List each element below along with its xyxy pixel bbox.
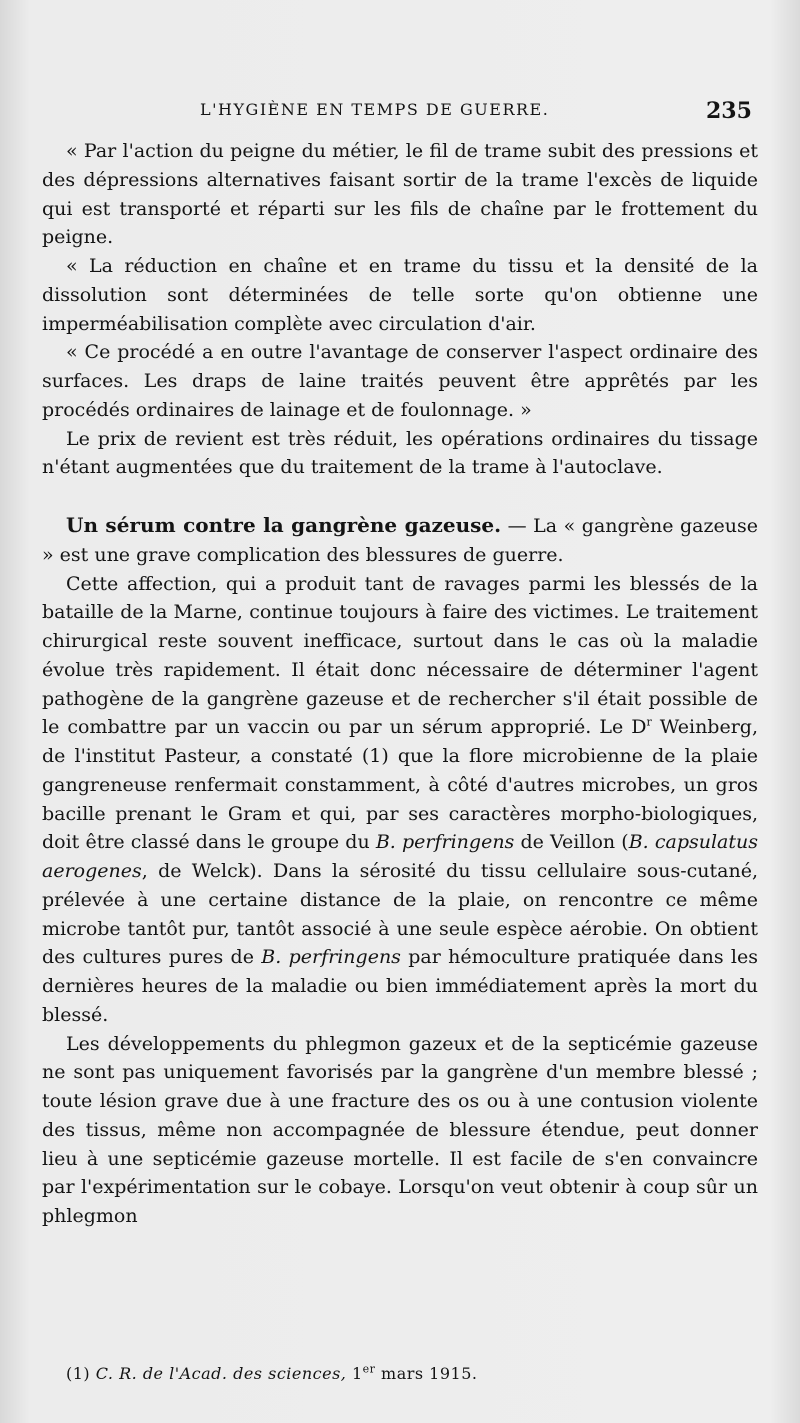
page-number: 235 (706, 98, 752, 124)
text-run: Cette affection, qui a produit tant de ravages parmi les blessés de la bataille de la Marne, continue toujours à faire des victimes. Le traitement chirurgical reste souvent inefficace, surtout dans le cas où la maladie évolue très rapidement. Il était donc nécessaire de déterminer l'agent pathogène de la gangrène gazeuse et de rechercher s'il était possible de le combattre par un vaccin ou par un sérum approprié. Le D (42, 572, 758, 739)
text-run: de Veillon ( (514, 831, 629, 854)
species-name: B. perfringens (261, 946, 401, 969)
text-run: par hémoculture pratiquée dans les dernières heures de la maladie ou bien immédiatement après la mort du blessé. (42, 946, 758, 1026)
paragraph: « Ce procédé a en outre l'avantage de conserver l'aspect ordinaire des surfaces. Les draps de laine traités peuvent être apprêtés par les procédés ordinaires de lainage et de foulonnage. » (42, 341, 758, 421)
footnote-marker: (1) (66, 1364, 96, 1383)
paragraph: Les développements du phlegmon gazeux et de la septicémie gazeuse ne sont pas uniquement favorisés par la gangrène d'un membre blessé ; toute lésion grave due à une fracture des os ou à une contusion violente des tissus, même non accompagnée de blessure étendue, peut donner lieu à une septicémie gazeuse mortelle. Il est facile de s'en convaincre par l'expérimentation sur le cobaye. Lorsqu'on veut obtenir à coup sûr un phlegmon (42, 1032, 758, 1227)
species-name: B. capsulatus aerogenes (42, 831, 758, 882)
paragraph: Le prix de revient est très réduit, les opérations ordinaires du tissage n'étant augmentées que du traitement de la trame à l'autoclave. (42, 427, 758, 479)
section-title: Un sérum contre la gangrène gazeuse. (66, 513, 502, 537)
footnote-source: C. R. de l'Acad. des sciences, (95, 1364, 347, 1383)
text-run: , de Welck). Dans la sérosité du tissu cellulaire sous-cutané, prélevée à une certaine distance de la plaie, on rencontre ce même microbe tantôt pur, tantôt associé à une seule espèce aérobie. On obtient des cultures pures de (42, 860, 758, 969)
footnote (66, 1364, 477, 1383)
paragraph: « Par l'action du peigne du métier, le fil de trame subit des pressions et des dépressions alternatives faisant sortir de la trame l'excès de liquide qui est transporté et réparti sur les fils de chaîne par le frottement du peigne. (42, 140, 758, 249)
section-intro-text: — La « gangrène gazeuse » est une grave complication des blessures de guerre. (42, 515, 758, 566)
paragraph (42, 570, 758, 1030)
superscript: er (362, 1362, 376, 1376)
footnote-date: mars 1915. (375, 1364, 478, 1383)
footnote-date: 1 (346, 1364, 363, 1383)
superscript: r (646, 715, 652, 729)
running-title: L'HYGIÈNE EN TEMPS DE GUERRE. (200, 100, 550, 119)
species-name: B. perfringens (375, 831, 515, 854)
text-run: Weinberg, de l'institut Pasteur, a constaté (1) que la flore microbienne de la plaie gangreneuse renfermait constamment, à côté d'autres microbes, un gros bacille prenant le Gram et qui, par ses caractères morpho-biologiques, doit être classé dans le groupe du (42, 716, 758, 854)
section-intro-paragraph (42, 511, 758, 570)
body-text (42, 137, 758, 1231)
paragraph: « La réduction en chaîne et en trame du tissu et la densité de la dissolution sont déterminées de telle sorte qu'on obtienne une imperméabilisation complète avec circulation d'air. (42, 255, 758, 335)
